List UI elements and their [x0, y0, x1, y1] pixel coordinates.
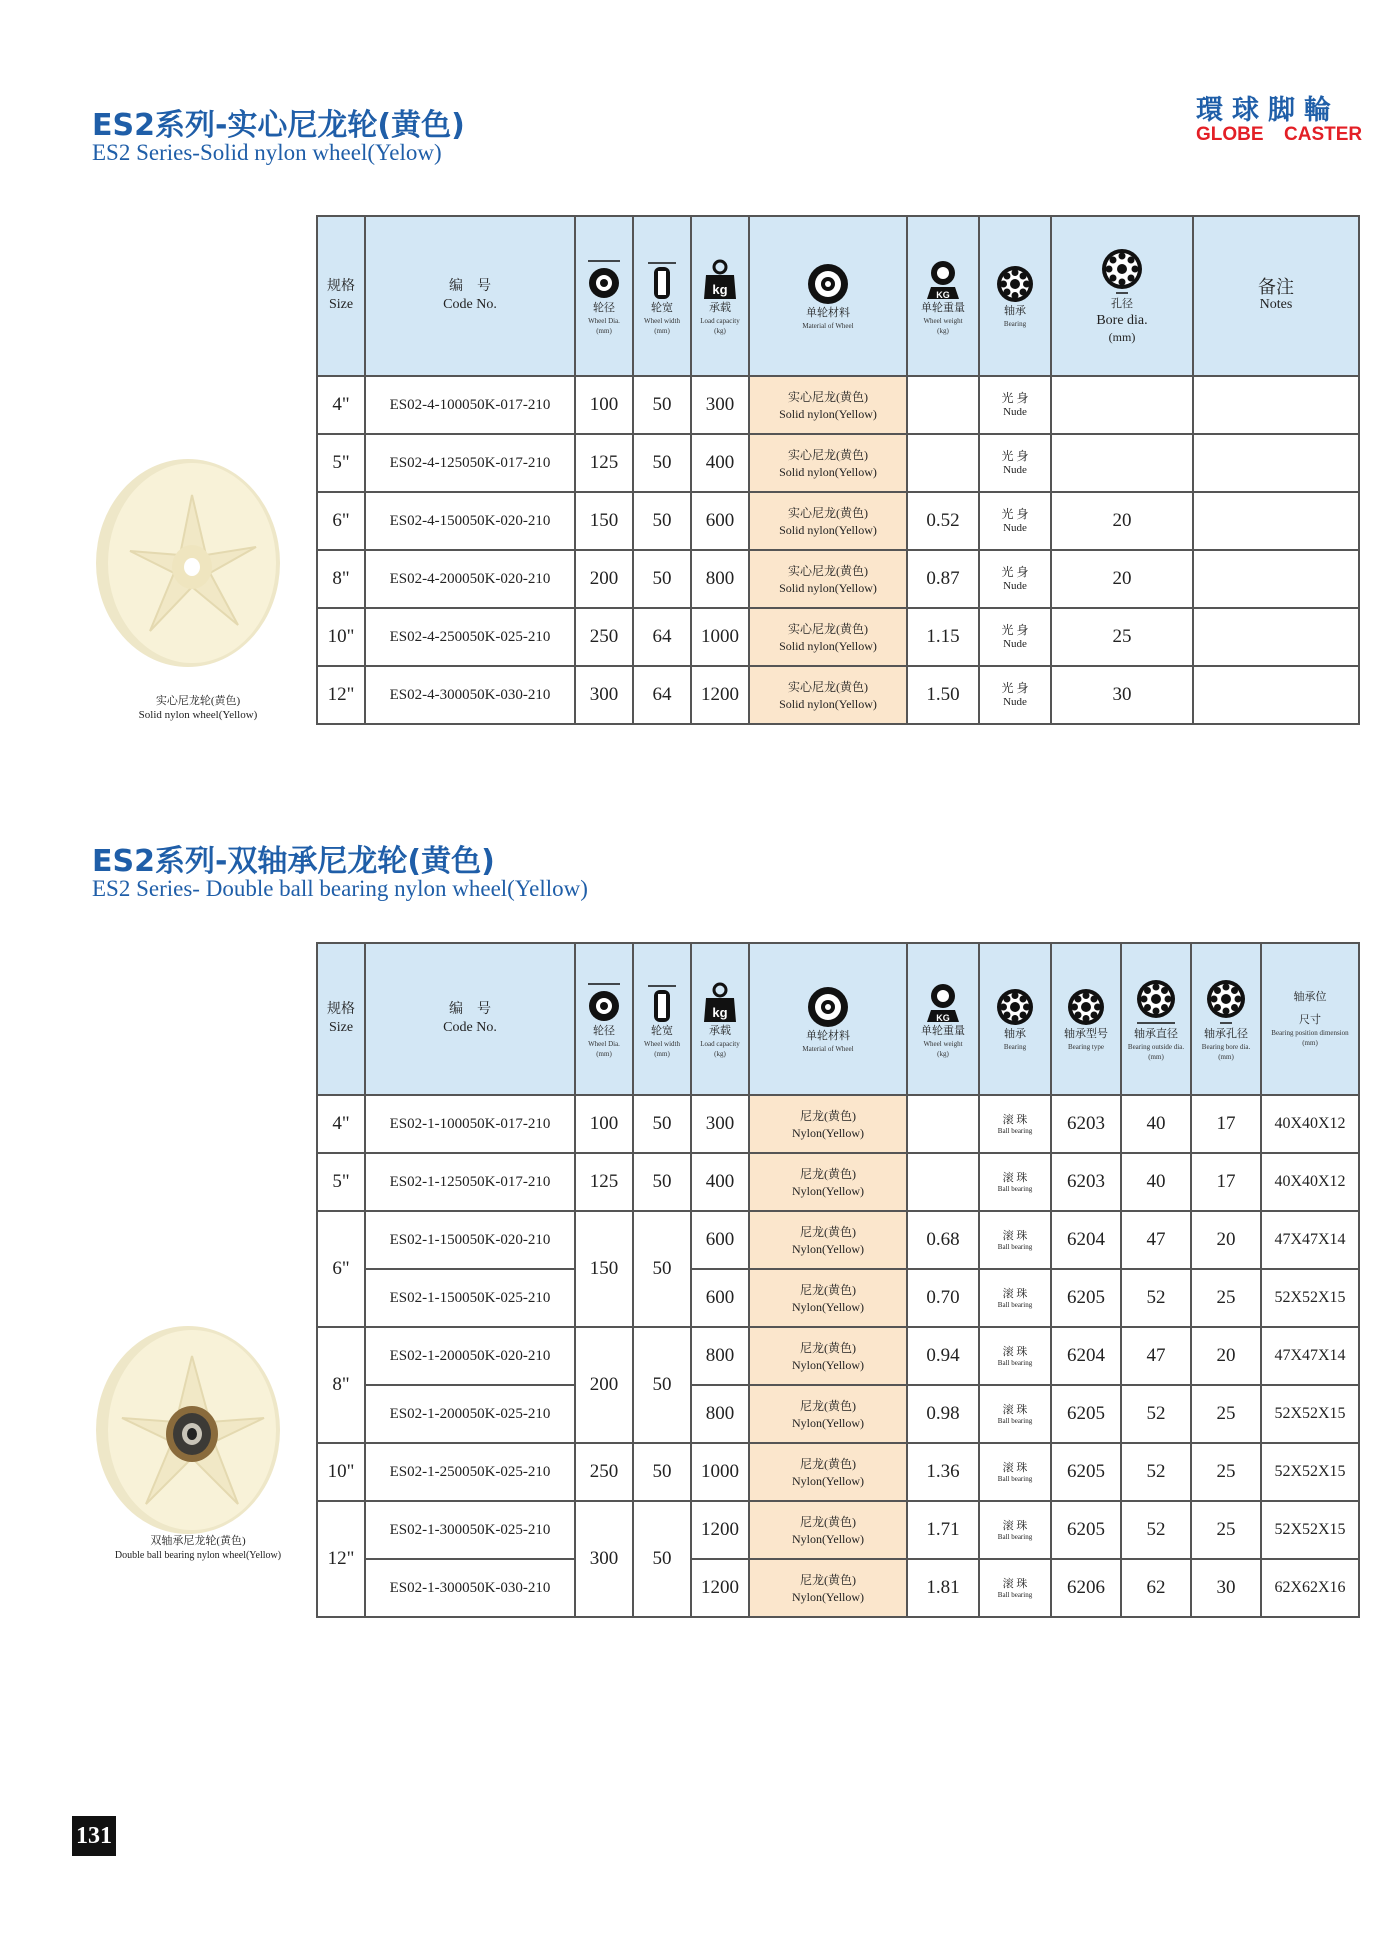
table-row	[317, 376, 1359, 434]
table-row	[317, 1501, 1359, 1559]
weight-cell: 0.87	[907, 550, 979, 608]
size-cell: 10"	[317, 608, 365, 666]
bearing-position-cell: 52X52X15	[1261, 1443, 1359, 1501]
bearing-bore-cell: 30	[1191, 1559, 1261, 1617]
cell-text: Nude	[1003, 580, 1027, 592]
bearing-position-cell: 52X52X15	[1261, 1501, 1359, 1559]
width-cell: 64	[633, 666, 691, 724]
bearing-position-cell: 47X47X14	[1261, 1211, 1359, 1269]
size-cell: 5"	[317, 434, 365, 492]
cell-text: Nylon(Yellow)	[791, 1415, 865, 1430]
cell-text: 尼龙(黄色)	[800, 1340, 856, 1355]
wheel-weight-icon	[925, 257, 961, 301]
cell-text: Nylon(Yellow)	[791, 1241, 865, 1256]
col-wheel-width: 轮宽 Wheel width (mm)	[633, 216, 691, 376]
bearing-cell	[979, 492, 1051, 550]
code-cell: ES02-1-150050K-020-210	[365, 1211, 575, 1269]
load-cell: 800	[691, 550, 749, 608]
cell-text: Nylon(Yellow)	[791, 1473, 865, 1488]
width-cell: 50	[633, 1443, 691, 1501]
material-cell	[749, 608, 907, 666]
weight-cell: 0.98	[907, 1385, 979, 1443]
table-row	[317, 492, 1359, 550]
cell-text: 光 身	[1001, 449, 1029, 463]
notes-cell	[1193, 492, 1359, 550]
brand-name-en-globe: GLOBE	[1196, 124, 1264, 145]
width-cell: 50	[633, 1211, 691, 1327]
bearing-bore-cell: 25	[1191, 1385, 1261, 1443]
bearing-type-cell: 6205	[1051, 1385, 1121, 1443]
page-number: 131	[72, 1816, 116, 1856]
material-cell	[749, 376, 907, 434]
table-row	[317, 666, 1359, 724]
table-row	[317, 1327, 1359, 1385]
solid-nylon-spec-table	[316, 215, 1360, 725]
material-cell	[749, 1385, 907, 1443]
bearing-cell	[979, 550, 1051, 608]
svg-text:kg: kg	[712, 281, 728, 297]
table-header-row	[317, 943, 1359, 1095]
col-load: kg 承载 Load capacity (kg)	[691, 216, 749, 376]
bearing-position-cell: 52X52X15	[1261, 1385, 1359, 1443]
caption-zh: 实心尼龙轮(黄色)	[155, 695, 241, 707]
table-row	[317, 1211, 1359, 1269]
load-cell: 800	[691, 1327, 749, 1385]
bearing-cell	[979, 1327, 1051, 1385]
material-cell	[749, 1443, 907, 1501]
code-cell: ES02-1-300050K-030-210	[365, 1559, 575, 1617]
bearing-od-cell: 52	[1121, 1501, 1191, 1559]
cell-text: 实心尼龙(黄色)	[788, 621, 868, 636]
bearing-type-cell: 6205	[1051, 1443, 1121, 1501]
width-cell: 50	[633, 1095, 691, 1153]
cell-text: 滚 珠	[1002, 1519, 1028, 1532]
width-cell: 50	[633, 1501, 691, 1617]
cell-text: Ball bearing	[997, 1532, 1033, 1541]
col-bearing: 轴承 Bearing	[979, 943, 1051, 1095]
col-material: 单轮材料 Material of Wheel	[749, 216, 907, 376]
bearing-type-cell: 6205	[1051, 1501, 1121, 1559]
dia-cell: 200	[575, 1327, 633, 1443]
bearing-outside-dia-icon	[1133, 977, 1179, 1027]
load-weight-icon	[702, 257, 738, 301]
cell-text: Ball bearing	[997, 1300, 1033, 1309]
size-cell: 12"	[317, 1501, 365, 1617]
col-wheel-weight: KG 单轮重量 Wheel weight (kg)	[907, 216, 979, 376]
weight-cell	[907, 434, 979, 492]
cell-text: Nylon(Yellow)	[791, 1531, 865, 1546]
load-cell: 400	[691, 434, 749, 492]
caption-en: Double ball bearing nylon wheel(Yellow)	[114, 1550, 282, 1561]
load-weight-icon	[702, 980, 738, 1024]
table-header-row	[317, 216, 1359, 376]
size-cell: 5"	[317, 1153, 365, 1211]
code-cell: ES02-1-300050K-025-210	[365, 1501, 575, 1559]
load-cell: 600	[691, 1269, 749, 1327]
cell-text: Solid nylon(Yellow)	[779, 406, 877, 421]
svg-text:KG: KG	[936, 1012, 950, 1023]
svg-text:kg: kg	[712, 1004, 728, 1020]
dia-cell: 100	[575, 1095, 633, 1153]
code-cell: ES02-4-125050K-017-210	[365, 434, 575, 492]
bearing-cell	[979, 434, 1051, 492]
bearing-type-cell: 6205	[1051, 1269, 1121, 1327]
cell-text: 光 身	[1001, 681, 1029, 695]
cell-text: Nude	[1003, 696, 1027, 708]
load-cell: 600	[691, 1211, 749, 1269]
code-cell: ES02-4-300050K-030-210	[365, 666, 575, 724]
width-cell: 50	[633, 434, 691, 492]
col-wheel-dia: 轮径 Wheel Dia. (mm)	[575, 216, 633, 376]
bearing-cell	[979, 1269, 1051, 1327]
cell-text: Nude	[1003, 638, 1027, 650]
size-cell: 4"	[317, 1095, 365, 1153]
table-row	[317, 608, 1359, 666]
cell-text: Ball bearing	[997, 1590, 1033, 1599]
material-cell	[749, 666, 907, 724]
cell-text: Solid nylon(Yellow)	[779, 638, 877, 653]
cell-text: Ball bearing	[997, 1242, 1033, 1251]
weight-cell: 1.50	[907, 666, 979, 724]
bearing-icon	[995, 264, 1035, 304]
cell-text: 滚 珠	[1002, 1403, 1028, 1416]
brand-name-zh: 環球脚輪	[1196, 95, 1340, 126]
code-cell: ES02-1-200050K-020-210	[365, 1327, 575, 1385]
table-row	[317, 1153, 1359, 1211]
brand-name-en-caster: CASTER	[1284, 124, 1363, 145]
material-cell	[749, 492, 907, 550]
col-bearing-position: 轴承位 尺寸 Bearing position dimension (mm)	[1261, 943, 1359, 1095]
bearing-od-cell: 62	[1121, 1559, 1191, 1617]
width-cell: 50	[633, 1327, 691, 1443]
bore-cell	[1051, 376, 1193, 434]
cell-text: 尼龙(黄色)	[800, 1398, 856, 1413]
bearing-type-cell: 6204	[1051, 1327, 1121, 1385]
bearing-bore-dia-icon	[1203, 977, 1249, 1027]
load-cell: 300	[691, 1095, 749, 1153]
cell-text: Ball bearing	[997, 1358, 1033, 1367]
cell-text: 实心尼龙(黄色)	[788, 679, 868, 694]
material-cell	[749, 1153, 907, 1211]
bearing-cell	[979, 1153, 1051, 1211]
cell-text: 尼龙(黄色)	[800, 1224, 856, 1239]
code-cell: ES02-4-250050K-025-210	[365, 608, 575, 666]
cell-text: Ball bearing	[997, 1416, 1033, 1425]
bearing-position-cell: 47X47X14	[1261, 1327, 1359, 1385]
bearing-od-cell: 40	[1121, 1095, 1191, 1153]
dia-cell: 150	[575, 1211, 633, 1327]
section2-caption	[58, 1534, 338, 1562]
bearing-type-cell: 6203	[1051, 1095, 1121, 1153]
cell-text: 滚 珠	[1002, 1229, 1028, 1242]
code-cell: ES02-1-250050K-025-210	[365, 1443, 575, 1501]
cell-text: Ball bearing	[997, 1474, 1033, 1483]
material-cell	[749, 434, 907, 492]
table-row	[317, 1095, 1359, 1153]
cell-text: 尼龙(黄色)	[800, 1514, 856, 1529]
cell-text: 尼龙(黄色)	[800, 1572, 856, 1587]
weight-cell	[907, 1153, 979, 1211]
col-bearing: 轴承 Bearing	[979, 216, 1051, 376]
load-cell: 1200	[691, 1559, 749, 1617]
material-cell	[749, 1269, 907, 1327]
bearing-cell	[979, 1385, 1051, 1443]
material-cell	[749, 1327, 907, 1385]
bearing-bore-cell: 17	[1191, 1095, 1261, 1153]
dia-cell: 250	[575, 608, 633, 666]
section1-title-zh: ES2系列-实心尼龙轮(黄色)	[92, 108, 465, 143]
bearing-cell	[979, 1095, 1051, 1153]
cell-text: Nude	[1003, 464, 1027, 476]
cell-text: 滚 珠	[1002, 1113, 1028, 1126]
bearing-icon	[995, 987, 1035, 1027]
cell-text: Nylon(Yellow)	[791, 1589, 865, 1604]
cell-text: Nylon(Yellow)	[791, 1125, 865, 1140]
col-bearing-bore: 轴承孔径 Bearing bore dia. (mm)	[1191, 943, 1261, 1095]
weight-cell	[907, 376, 979, 434]
bearing-position-cell: 62X62X16	[1261, 1559, 1359, 1617]
notes-cell	[1193, 666, 1359, 724]
bearing-position-cell: 52X52X15	[1261, 1269, 1359, 1327]
size-cell: 12"	[317, 666, 365, 724]
solid-nylon-wheel-image	[88, 455, 288, 685]
load-cell: 400	[691, 1153, 749, 1211]
material-cell	[749, 1211, 907, 1269]
cell-text: 光 身	[1001, 507, 1029, 521]
bearing-cell	[979, 1443, 1051, 1501]
cell-text: 实心尼龙(黄色)	[788, 389, 868, 404]
cell-text: 尼龙(黄色)	[800, 1456, 856, 1471]
weight-cell: 0.52	[907, 492, 979, 550]
bore-dia-icon	[1099, 247, 1145, 297]
weight-cell: 1.36	[907, 1443, 979, 1501]
cell-text: Nude	[1003, 406, 1027, 418]
material-cell	[749, 1559, 907, 1617]
width-cell: 50	[633, 550, 691, 608]
load-cell: 1000	[691, 608, 749, 666]
code-cell: ES02-1-125050K-017-210	[365, 1153, 575, 1211]
width-cell: 64	[633, 608, 691, 666]
cell-text: Solid nylon(Yellow)	[779, 696, 877, 711]
size-cell: 6"	[317, 492, 365, 550]
dia-cell: 300	[575, 1501, 633, 1617]
weight-cell: 1.15	[907, 608, 979, 666]
bearing-cell	[979, 1211, 1051, 1269]
dia-cell: 150	[575, 492, 633, 550]
width-cell: 50	[633, 492, 691, 550]
weight-cell	[907, 1095, 979, 1153]
col-code: 编 号 Code No.	[365, 943, 575, 1095]
caption-en: Solid nylon wheel(Yellow)	[138, 709, 258, 721]
cell-text: 光 身	[1001, 391, 1029, 405]
table-row	[317, 434, 1359, 492]
cell-text: Solid nylon(Yellow)	[779, 580, 877, 595]
cell-text: 光 身	[1001, 565, 1029, 579]
wheel-material-icon	[806, 985, 850, 1029]
size-cell: 10"	[317, 1443, 365, 1501]
table-row	[317, 1269, 1359, 1327]
cell-text: Nylon(Yellow)	[791, 1299, 865, 1314]
col-notes: 备注 Notes	[1193, 216, 1359, 376]
bearing-bore-cell: 25	[1191, 1443, 1261, 1501]
col-wheel-dia: 轮径 Wheel Dia. (mm)	[575, 943, 633, 1095]
cell-text: 实心尼龙(黄色)	[788, 447, 868, 462]
bearing-type-icon	[1066, 987, 1106, 1027]
col-bore: 孔径 Bore dia. (mm)	[1051, 216, 1193, 376]
size-cell: 6"	[317, 1211, 365, 1327]
double-bearing-wheel-image	[88, 1322, 288, 1552]
col-material: 单轮材料 Material of Wheel	[749, 943, 907, 1095]
section2-title-en: ES2 Series- Double ball bearing nylon wheel(Yellow)	[92, 876, 588, 901]
weight-cell: 1.71	[907, 1501, 979, 1559]
col-load: kg 承载 Load capacity (kg)	[691, 943, 749, 1095]
cell-text: 滚 珠	[1002, 1171, 1028, 1184]
col-wheel-width: 轮宽 Wheel width (mm)	[633, 943, 691, 1095]
size-cell: 4"	[317, 376, 365, 434]
load-cell: 1200	[691, 666, 749, 724]
cell-text: Solid nylon(Yellow)	[779, 464, 877, 479]
col-size: 规格 Size	[317, 216, 365, 376]
bore-cell: 30	[1051, 666, 1193, 724]
notes-cell	[1193, 550, 1359, 608]
table-row	[317, 550, 1359, 608]
code-cell: ES02-4-200050K-020-210	[365, 550, 575, 608]
col-code: 编 号 Code No.	[365, 216, 575, 376]
material-cell	[749, 1501, 907, 1559]
double-bearing-spec-table	[316, 942, 1360, 1618]
wheel-dia-icon	[586, 980, 622, 1024]
cell-text: 实心尼龙(黄色)	[788, 563, 868, 578]
bearing-od-cell: 52	[1121, 1385, 1191, 1443]
cell-text: Nylon(Yellow)	[791, 1183, 865, 1198]
cell-text: Ball bearing	[997, 1126, 1033, 1135]
bearing-cell	[979, 1501, 1051, 1559]
material-cell	[749, 550, 907, 608]
cell-text: 滚 珠	[1002, 1287, 1028, 1300]
section1-title-en: ES2 Series-Solid nylon wheel(Yelow)	[92, 140, 442, 165]
cell-text: Ball bearing	[997, 1184, 1033, 1193]
material-cell	[749, 1095, 907, 1153]
dia-cell: 300	[575, 666, 633, 724]
col-wheel-weight: KG 单轮重量 Wheel weight (kg)	[907, 943, 979, 1095]
bearing-od-cell: 52	[1121, 1443, 1191, 1501]
weight-cell: 0.68	[907, 1211, 979, 1269]
caption-zh: 双轴承尼龙轮(黄色)	[150, 1535, 246, 1547]
bearing-bore-cell: 25	[1191, 1269, 1261, 1327]
bearing-cell	[979, 376, 1051, 434]
bearing-bore-cell: 17	[1191, 1153, 1261, 1211]
code-cell: ES02-1-100050K-017-210	[365, 1095, 575, 1153]
load-cell: 300	[691, 376, 749, 434]
col-bearing-outside-dia: 轴承直径 Bearing outside dia. (mm)	[1121, 943, 1191, 1095]
bearing-type-cell: 6203	[1051, 1153, 1121, 1211]
weight-cell: 0.70	[907, 1269, 979, 1327]
cell-text: 滚 珠	[1002, 1461, 1028, 1474]
col-bearing-type: 轴承型号 Bearing type	[1051, 943, 1121, 1095]
dia-cell: 125	[575, 434, 633, 492]
bearing-od-cell: 52	[1121, 1269, 1191, 1327]
load-cell: 1200	[691, 1501, 749, 1559]
notes-cell	[1193, 376, 1359, 434]
cell-text: 尼龙(黄色)	[800, 1108, 856, 1123]
bearing-od-cell: 47	[1121, 1327, 1191, 1385]
cell-text: 光 身	[1001, 623, 1029, 637]
bore-cell: 25	[1051, 608, 1193, 666]
cell-text: Nylon(Yellow)	[791, 1357, 865, 1372]
wheel-material-icon	[806, 262, 850, 306]
notes-cell	[1193, 434, 1359, 492]
bearing-position-cell: 40X40X12	[1261, 1095, 1359, 1153]
wheel-weight-icon	[925, 980, 961, 1024]
code-cell: ES02-4-100050K-017-210	[365, 376, 575, 434]
cell-text: 尼龙(黄色)	[800, 1282, 856, 1297]
cell-text: Solid nylon(Yellow)	[779, 522, 877, 537]
width-cell: 50	[633, 376, 691, 434]
wheel-width-icon	[644, 257, 680, 301]
bore-cell	[1051, 434, 1193, 492]
size-cell: 8"	[317, 550, 365, 608]
code-cell: ES02-1-150050K-025-210	[365, 1269, 575, 1327]
cell-text: Nude	[1003, 522, 1027, 534]
code-cell: ES02-4-150050K-020-210	[365, 492, 575, 550]
code-cell: ES02-1-200050K-025-210	[365, 1385, 575, 1443]
bearing-position-cell: 40X40X12	[1261, 1153, 1359, 1211]
table-row	[317, 1443, 1359, 1501]
dia-cell: 250	[575, 1443, 633, 1501]
size-cell: 8"	[317, 1327, 365, 1443]
bearing-od-cell: 47	[1121, 1211, 1191, 1269]
bearing-bore-cell: 20	[1191, 1211, 1261, 1269]
bearing-type-cell: 6206	[1051, 1559, 1121, 1617]
cell-text: 尼龙(黄色)	[800, 1166, 856, 1181]
dia-cell: 200	[575, 550, 633, 608]
wheel-width-icon	[644, 980, 680, 1024]
section1-caption	[58, 694, 338, 722]
bearing-cell	[979, 1559, 1051, 1617]
weight-cell: 0.94	[907, 1327, 979, 1385]
col-size: 规格 Size	[317, 943, 365, 1095]
bearing-type-cell: 6204	[1051, 1211, 1121, 1269]
table-row	[317, 1559, 1359, 1617]
bearing-od-cell: 40	[1121, 1153, 1191, 1211]
cell-text: 滚 珠	[1002, 1577, 1028, 1590]
load-cell: 800	[691, 1385, 749, 1443]
load-cell: 600	[691, 492, 749, 550]
bearing-bore-cell: 25	[1191, 1501, 1261, 1559]
cell-text: 实心尼龙(黄色)	[788, 505, 868, 520]
table-row	[317, 1385, 1359, 1443]
bore-cell: 20	[1051, 550, 1193, 608]
notes-cell	[1193, 608, 1359, 666]
weight-cell: 1.81	[907, 1559, 979, 1617]
bearing-cell	[979, 666, 1051, 724]
svg-text:KG: KG	[936, 289, 950, 300]
bearing-bore-cell: 20	[1191, 1327, 1261, 1385]
load-cell: 1000	[691, 1443, 749, 1501]
bearing-cell	[979, 608, 1051, 666]
dia-cell: 125	[575, 1153, 633, 1211]
wheel-dia-icon	[586, 257, 622, 301]
cell-text: 滚 珠	[1002, 1345, 1028, 1358]
section2-title-zh: ES2系列-双轴承尼龙轮(黄色)	[92, 844, 495, 879]
width-cell: 50	[633, 1153, 691, 1211]
dia-cell: 100	[575, 376, 633, 434]
bore-cell: 20	[1051, 492, 1193, 550]
